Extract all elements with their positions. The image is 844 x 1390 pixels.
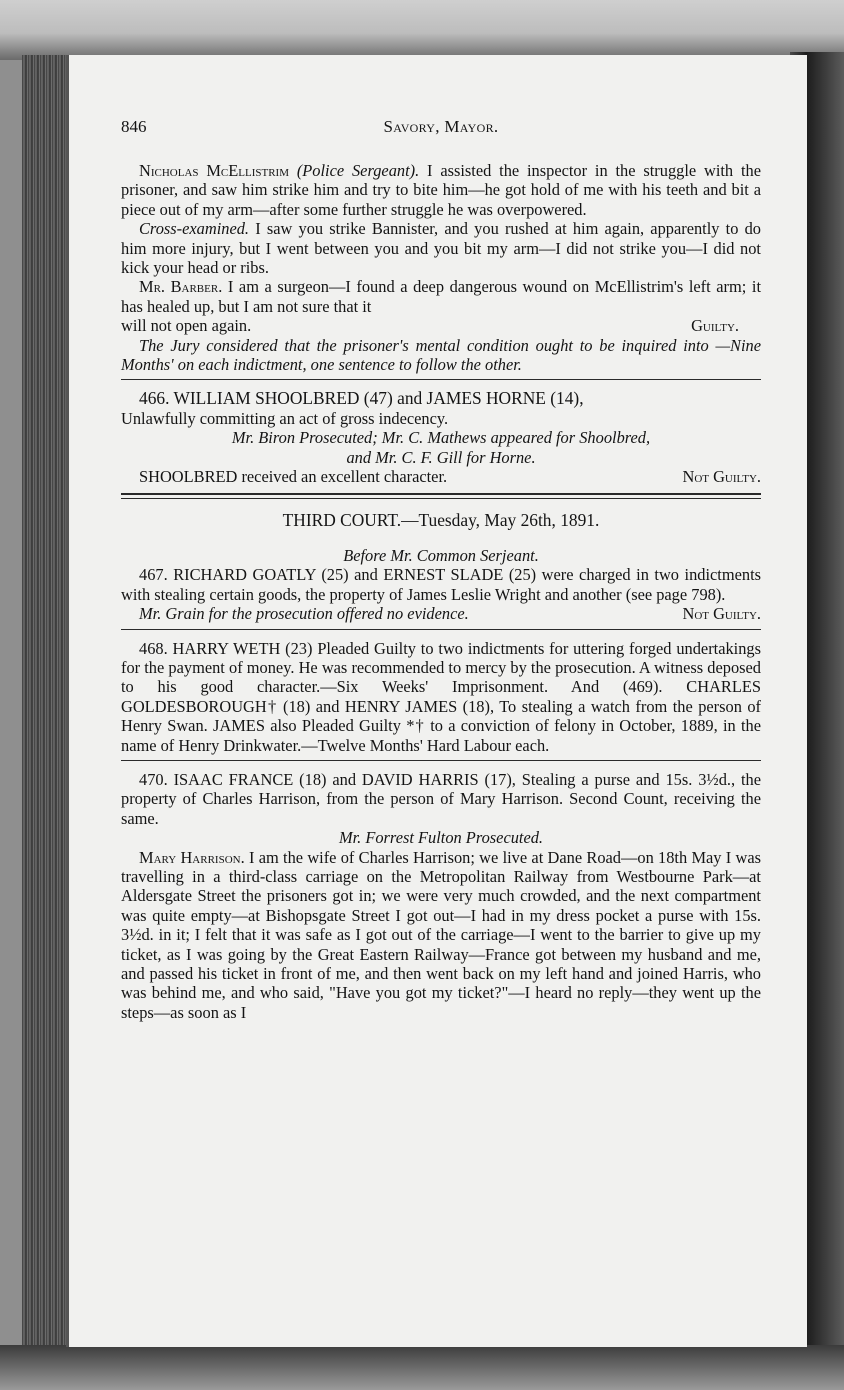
testimony-last-line: will not open again. bbox=[121, 316, 252, 336]
case-467-counsel: Mr. Grain for the prosecution offered no evidence. bbox=[139, 604, 469, 624]
case-466-charge: Unlawfully committing an act of gross indecency. bbox=[121, 408, 449, 428]
verdict-guilty: Guilty. bbox=[691, 316, 739, 336]
court-divider bbox=[121, 493, 761, 499]
testimony-text: I am the wife of Charles Harrison; we live at Dane Road—on 18th May I was travelling in a third-class carriage on the Metropolitan Railway from Westbourne Park—at Aldersgate Street the prisoners got in; we were very much crowded, and the next compartment was quite empty—at Bishopsgate Street I got out—I had in my dress pocket a purse with 15s. 3½d. in it; I felt that it was safe as I got out of the carriage—I went to the barrier to give up my ticket, as I was going by the Great Eastern Railway—France got between my husband and me, and passed his ticket in front of me, and then went back on my left hand and joined Harris, who was behind me, and who said, "Have you got my ticket?"—I heard no reply—they went up the steps—as soon as I bbox=[121, 847, 762, 1022]
witness-name: Nicholas McEllistrim bbox=[139, 161, 289, 180]
cross-examined-label: Cross-examined. bbox=[139, 219, 250, 239]
counsel-text: Mr. Biron Prosecuted; Mr. C. Mathews appeared for Shoolbred, bbox=[231, 428, 651, 448]
testimony-mary-harrison bbox=[121, 848, 761, 1023]
cross-examination bbox=[121, 219, 761, 277]
counsel-text: and Mr. C. F. Gill for Horne. bbox=[346, 447, 536, 467]
jury-note-text: The Jury considered that the prisoner's mental condition ought to be inquired into —Nine Months' on each indictment, one sentence to follow the other. bbox=[121, 335, 761, 375]
section-rule bbox=[121, 760, 761, 761]
case-466-character: SHOOLBRED received an excellent character. bbox=[139, 467, 448, 487]
verdict-not-guilty: Not Guilty. bbox=[682, 604, 761, 624]
witness-role: (Police Sergeant). bbox=[296, 161, 420, 180]
book-page bbox=[66, 55, 807, 1347]
case-466-counsel-1 bbox=[121, 428, 761, 447]
witness-name: Mary Harrison. bbox=[139, 847, 245, 867]
running-header bbox=[121, 117, 761, 141]
case-468: 468. HARRY WETH (23) Pleaded Guilty to two indictments for uttering forged undertakings for the payment of money. He was recommended to mercy by the prosecution. A witness deposed to his good character.—Six Weeks' Imprisonment. And (469). CHARLES GOLDESBOROUGH† (18) and HENRY JAMES (18), To stealing a watch from the person of Henry Swan. JAMES also Pleaded Guilty *† to a conviction of felony in October, 1889, in the name of Henry Drinkwater.—Twelve Months' Hard Labour each. bbox=[121, 638, 761, 755]
case-467-verdict-line bbox=[121, 604, 761, 623]
case-466-verdict-line bbox=[121, 467, 761, 486]
testimony-text: I am a surgeon—I found a deep dangerous wound on McEllistrim's left arm; it has healed up, but I am not sure that it bbox=[121, 277, 761, 316]
case-470: 470. ISAAC FRANCE (18) and DAVID HARRIS (17), Stealing a purse and 15s. 3½d., the property of Charles Harrison, from the person of Mary Harrison. Second Count, receiving the same. bbox=[121, 769, 761, 828]
section-rule bbox=[121, 379, 761, 380]
scan-top-margin bbox=[0, 0, 844, 60]
before-text: Before Mr. Common Serjeant. bbox=[343, 545, 539, 565]
scan-bottom-margin bbox=[0, 1345, 844, 1390]
court-before bbox=[121, 546, 761, 565]
testimony-mcellistrim bbox=[121, 161, 761, 219]
testimony-text: I assisted the inspector in the struggle with the prisoner, and saw him strike him and try to bite him—he got hold of me with his teeth and bit a piece out of my arm—after some further struggle he was overpowered. bbox=[121, 161, 761, 219]
page-number: 846 bbox=[121, 117, 147, 136]
jury-note bbox=[121, 336, 761, 375]
counsel-text: Mr. Forrest Fulton Prosecuted. bbox=[338, 828, 544, 848]
witness-name: Mr. Barber. bbox=[139, 277, 223, 297]
court-title: THIRD COURT.—Tuesday, May 26th, 1891. bbox=[282, 509, 600, 530]
case-470-counsel bbox=[121, 828, 761, 847]
cross-examination-text: I saw you strike Bannister, and you rushed at him again, apparently to do him more injury, but I went between you and you bit my arm—I did not strike you—I did not kick your head or ribs. bbox=[121, 219, 761, 278]
page-content bbox=[121, 117, 761, 1022]
section-rule bbox=[121, 629, 761, 630]
running-head-title: Savory, Mayor. bbox=[383, 117, 499, 136]
verdict-line bbox=[121, 316, 761, 335]
case-466-counsel-2 bbox=[121, 448, 761, 467]
case-466-title: 466. WILLIAM SHOOLBRED (47) and JAMES HORNE (14), bbox=[139, 388, 584, 409]
verdict-not-guilty: Not Guilty. bbox=[682, 467, 761, 487]
testimony-barber bbox=[121, 277, 761, 316]
case-467: 467. RICHARD GOATLY (25) and ERNEST SLADE (25) were charged in two indictments with stealing certain goods, the property of James Leslie Wright and another (see page 798). bbox=[121, 565, 761, 604]
